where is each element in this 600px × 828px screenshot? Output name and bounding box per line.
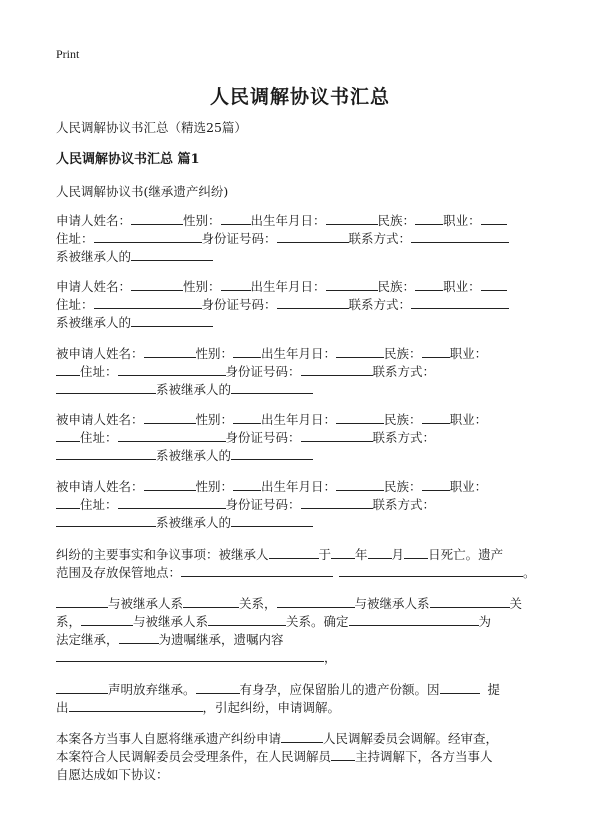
- blank-field[interactable]: [231, 447, 313, 460]
- field-label: 职业：: [443, 213, 481, 228]
- closing-text: 主持调解下，各方当事人: [355, 749, 493, 764]
- blank-field[interactable]: [233, 411, 261, 424]
- relation-line-1: [56, 595, 522, 613]
- field-label: 系被继承人的: [156, 515, 232, 530]
- applicant-1-line-2: [56, 230, 509, 248]
- dispute-line-1: [56, 546, 503, 564]
- field-label: 性别：: [195, 479, 234, 494]
- blank-field[interactable]: [56, 595, 108, 608]
- blank-field[interactable]: [144, 345, 196, 358]
- blank-field[interactable]: [56, 649, 324, 662]
- closing-line-2: [56, 748, 493, 766]
- blank-field[interactable]: [233, 478, 261, 491]
- dispute-text: 月: [391, 547, 405, 562]
- respondent-1-line-3: [56, 381, 313, 399]
- relation-text: 与被继承人系: [354, 596, 430, 611]
- closing-text: 本案符合人民调解委员会受理条件，在人民调解员: [56, 749, 332, 764]
- waiver-text: 声明放弃继承。: [108, 682, 196, 697]
- relation-text: 法定继承，: [56, 632, 119, 647]
- field-label: 性别：: [183, 213, 221, 228]
- waiver-line-2: [56, 699, 340, 717]
- section-heading: 人民调解协议书汇总 篇1: [56, 152, 200, 167]
- dispute-text: 纠纷的主要事实和争议事项：被继承人: [56, 547, 269, 562]
- blank-field[interactable]: [331, 748, 355, 761]
- blank-field[interactable]: [56, 514, 156, 527]
- blank-field[interactable]: [221, 278, 251, 291]
- blank-field[interactable]: [422, 345, 450, 358]
- field-label: 身份证号码：: [225, 364, 301, 379]
- closing-line-1: [56, 730, 498, 748]
- waiver-text: 有身孕，应保留胎儿的遗产份额。因: [239, 682, 440, 697]
- blank-field[interactable]: [404, 546, 428, 559]
- blank-field[interactable]: [281, 730, 323, 743]
- blank-field[interactable]: [131, 212, 183, 225]
- blank-field[interactable]: [131, 278, 183, 291]
- blank-field[interactable]: [118, 429, 226, 442]
- field-label: 住址：: [56, 231, 94, 246]
- dispute-text: 于: [318, 547, 332, 562]
- field-label: 职业：: [443, 279, 481, 294]
- field-label: 出生年月日：: [250, 213, 326, 228]
- field-label: 被申请人姓名：: [56, 412, 144, 427]
- field-label: 住址：: [80, 497, 118, 512]
- blank-field[interactable]: [326, 212, 378, 225]
- field-label: 联系方式：: [372, 364, 436, 379]
- respondent-3-line-2: [56, 496, 435, 514]
- blank-field[interactable]: [301, 496, 373, 509]
- field-label: 系被继承人的: [156, 448, 232, 463]
- relation-text: 与被继承人系: [133, 614, 209, 629]
- blank-field[interactable]: [183, 595, 239, 608]
- page-title: 人民调解协议书汇总: [209, 86, 390, 108]
- field-label: 住址：: [80, 364, 118, 379]
- blank-field[interactable]: [131, 248, 213, 261]
- relation-text: 关: [509, 596, 523, 611]
- field-label: 民族：: [377, 279, 416, 294]
- field-label: 性别：: [195, 346, 234, 361]
- blank-field[interactable]: [277, 296, 349, 309]
- waiver-text: ，引起纠纷，申请调解。: [202, 700, 341, 715]
- blank-field[interactable]: [368, 546, 392, 559]
- field-label: 系被继承人的: [56, 249, 132, 264]
- blank-field[interactable]: [277, 595, 355, 608]
- respondent-1-line-1: [56, 345, 487, 363]
- blank-field[interactable]: [231, 381, 313, 394]
- closing-text: 人民调解委员会调解。经审查，: [323, 731, 499, 746]
- blank-field[interactable]: [56, 381, 156, 394]
- field-label: 被申请人姓名：: [56, 479, 144, 494]
- relation-text: 与被继承人系: [108, 596, 184, 611]
- blank-field[interactable]: [277, 230, 349, 243]
- blank-field[interactable]: [94, 230, 202, 243]
- blank-field[interactable]: [56, 429, 80, 442]
- blank-field[interactable]: [94, 296, 202, 309]
- field-label: 联系方式：: [372, 497, 436, 512]
- field-label: 联系方式：: [372, 430, 436, 445]
- field-label: 申请人姓名：: [56, 279, 132, 294]
- blank-field[interactable]: [119, 631, 159, 644]
- blank-field[interactable]: [301, 429, 373, 442]
- blank-field[interactable]: [196, 681, 240, 694]
- applicant-1-line-1: [56, 212, 507, 230]
- blank-field[interactable]: [269, 546, 319, 559]
- blank-field[interactable]: [339, 564, 523, 577]
- blank-field[interactable]: [415, 278, 443, 291]
- blank-field[interactable]: [349, 613, 479, 626]
- relation-line-3: [56, 631, 284, 649]
- field-label: 联系方式：: [348, 231, 412, 246]
- field-label: 职业：: [449, 479, 488, 494]
- blank-field[interactable]: [440, 681, 480, 694]
- document-title: 人民调解协议书(继承遗产纠纷): [56, 184, 229, 199]
- waiver-line-1: [56, 681, 500, 699]
- blank-field[interactable]: [415, 212, 443, 225]
- blank-field[interactable]: [331, 546, 355, 559]
- field-label: 联系方式：: [348, 297, 412, 312]
- blank-field[interactable]: [81, 613, 133, 626]
- applicant-2-line-2: [56, 296, 509, 314]
- blank-field[interactable]: [56, 496, 80, 509]
- blank-field[interactable]: [411, 230, 509, 243]
- blank-field[interactable]: [144, 411, 196, 424]
- relation-line-2: [56, 613, 491, 631]
- blank-field[interactable]: [208, 613, 286, 626]
- blank-field[interactable]: [336, 478, 384, 491]
- applicant-2-line-3: [56, 314, 213, 332]
- relation-text: 为遗嘱继承，遗嘱内容: [158, 632, 284, 647]
- field-label: 民族：: [384, 479, 422, 494]
- field-label: 身份证号码：: [225, 497, 301, 512]
- field-label: 出生年月日：: [261, 412, 337, 427]
- blank-field[interactable]: [181, 564, 333, 577]
- blank-field[interactable]: [422, 411, 450, 424]
- dispute-line-2: [56, 564, 536, 582]
- field-label: 民族：: [384, 412, 422, 427]
- field-label: 职业：: [449, 412, 488, 427]
- blank-field[interactable]: [131, 314, 213, 327]
- blank-field[interactable]: [411, 296, 509, 309]
- blank-field[interactable]: [221, 212, 251, 225]
- waiver-text: 出: [56, 700, 69, 715]
- field-label: 民族：: [384, 346, 422, 361]
- waiver-text: 提: [487, 682, 501, 697]
- applicant-1-line-3: [56, 248, 213, 266]
- blank-field[interactable]: [231, 514, 313, 527]
- respondent-2-line-2: [56, 429, 435, 447]
- field-label: 职业：: [449, 346, 488, 361]
- blank-field[interactable]: [481, 212, 507, 225]
- closing-text: 本案各方当事人自愿将继承遗产纠纷申请: [56, 731, 282, 746]
- field-label: 系被继承人的: [156, 382, 232, 397]
- blank-field[interactable]: [118, 496, 226, 509]
- relation-text: 为: [478, 614, 492, 629]
- dispute-text: 年: [355, 547, 368, 562]
- subtitle: 人民调解协议书汇总（精选25篇）: [56, 120, 247, 135]
- field-label: 性别：: [195, 412, 234, 427]
- respondent-2-line-1: [56, 411, 487, 429]
- field-label: 住址：: [56, 297, 94, 312]
- field-label: 性别：: [183, 279, 221, 294]
- blank-field[interactable]: [118, 363, 226, 376]
- blank-field[interactable]: [481, 278, 507, 291]
- blank-field[interactable]: [301, 363, 373, 376]
- dispute-text: 。: [523, 565, 536, 580]
- relation-text: 关系。确定: [286, 614, 349, 629]
- blank-field[interactable]: [422, 478, 450, 491]
- field-label: 申请人姓名：: [56, 213, 132, 228]
- field-label: 身份证号码：: [201, 297, 277, 312]
- respondent-3-line-3: [56, 514, 313, 532]
- relation-text: 系，: [56, 614, 82, 629]
- blank-field[interactable]: [56, 363, 80, 376]
- dispute-text: 范围及存放保管地点：: [56, 565, 182, 580]
- field-label: 系被继承人的: [56, 315, 132, 330]
- closing-line-3: 自愿达成如下协议：: [56, 767, 169, 782]
- dispute-text: 日死亡。遗产: [428, 547, 504, 562]
- blank-field[interactable]: [233, 345, 261, 358]
- field-label: 出生年月日：: [250, 279, 326, 294]
- field-label: 出生年月日：: [261, 346, 337, 361]
- blank-field[interactable]: [144, 478, 196, 491]
- blank-field[interactable]: [430, 595, 510, 608]
- field-label: 民族：: [377, 213, 416, 228]
- applicant-2-line-1: [56, 278, 507, 296]
- relation-text: ，: [324, 650, 337, 665]
- field-label: 出生年月日：: [261, 479, 337, 494]
- field-label: 被申请人姓名：: [56, 346, 144, 361]
- field-label: 住址：: [80, 430, 118, 445]
- blank-field[interactable]: [56, 447, 156, 460]
- blank-field[interactable]: [336, 345, 384, 358]
- respondent-2-line-3: [56, 447, 313, 465]
- print-label[interactable]: Print: [56, 47, 80, 61]
- relation-text: 关系，: [239, 596, 277, 611]
- relation-line-4: [56, 649, 337, 667]
- field-label: 身份证号码：: [225, 430, 301, 445]
- respondent-3-line-1: [56, 478, 487, 496]
- blank-field[interactable]: [326, 278, 378, 291]
- field-label: 身份证号码：: [201, 231, 277, 246]
- respondent-1-line-2: [56, 363, 435, 381]
- blank-field[interactable]: [56, 681, 108, 694]
- blank-field[interactable]: [69, 699, 203, 712]
- blank-field[interactable]: [336, 411, 384, 424]
